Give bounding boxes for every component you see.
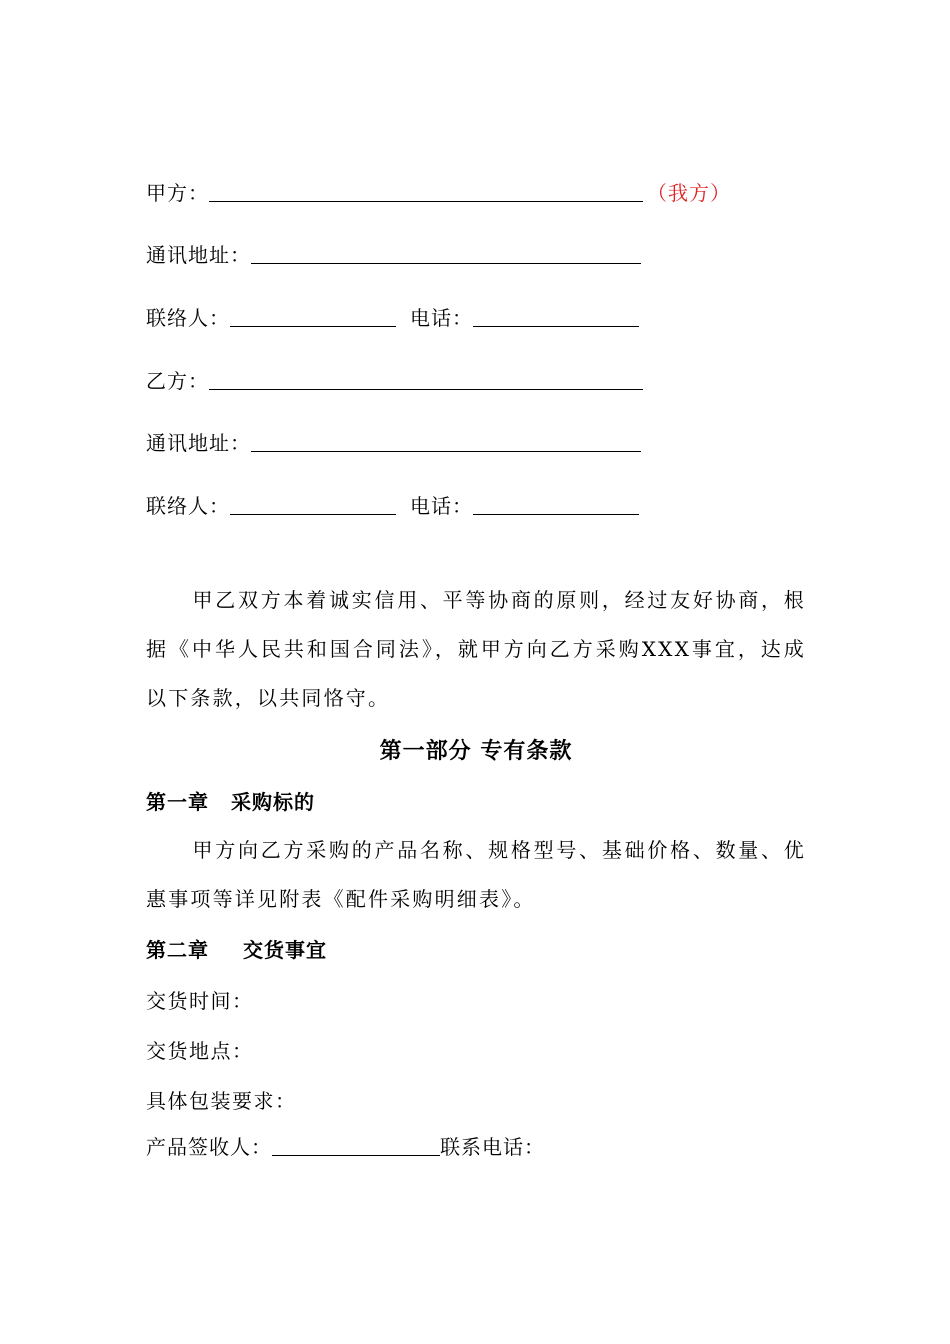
party-a-note: （我方） <box>647 181 731 205</box>
party-b-address-label: 通讯地址： <box>146 431 251 455</box>
party-a-label: 甲方： <box>146 181 209 205</box>
party-b-name-field[interactable] <box>209 369 643 390</box>
party-b-phone-label: 电话： <box>410 494 473 518</box>
chapter-2-heading <box>146 934 327 963</box>
party-b-contact-field[interactable] <box>230 494 396 515</box>
party-b-phone-field[interactable] <box>473 494 639 515</box>
receiver-phone-label: 联系电话： <box>440 1135 545 1159</box>
delivery-time-label: 交货时间： <box>146 989 254 1013</box>
party-a-contact-field[interactable] <box>230 306 396 327</box>
party-a-phone-field[interactable] <box>473 306 639 327</box>
party-b-label: 乙方： <box>146 369 209 393</box>
chapter-1-heading <box>146 786 315 815</box>
chapter-1-number: 第一章 <box>146 790 209 814</box>
party-b-address-row <box>146 426 641 456</box>
party-a-contact-row <box>146 301 639 331</box>
packaging-label: 具体包装要求： <box>146 1089 297 1113</box>
preamble-text: 甲乙双方本着诚实信用、平等协商的原则，经过友好协商，根据《中华人民共和国合同法》，就甲方向乙方采购XXX事宜，达成以下条款，以共同恪守。 <box>146 588 806 710</box>
party-a-address-field[interactable] <box>251 243 641 264</box>
chapter-2-number: 第二章 <box>146 938 209 962</box>
party-a-name-field[interactable] <box>209 181 643 202</box>
party-b-address-field[interactable] <box>251 431 641 452</box>
party-a-address-label: 通讯地址： <box>146 243 251 267</box>
chapter-1-paragraph <box>146 826 806 924</box>
party-a-contact-label: 联络人： <box>146 306 230 330</box>
chapter-1-body: 甲方向乙方采购的产品名称、规格型号、基础价格、数量、优惠事项等详见附表《配件采购明细表》。 <box>146 838 806 911</box>
party-a-phone-label: 电话： <box>410 306 473 330</box>
party-a-address-row <box>146 238 641 268</box>
preamble-paragraph <box>146 576 806 723</box>
receiver-field[interactable] <box>272 1135 440 1156</box>
delivery-place-label: 交货地点： <box>146 1039 254 1063</box>
receiver-row <box>146 1130 545 1160</box>
party-b-contact-row <box>146 489 639 519</box>
party-b-contact-label: 联络人： <box>146 494 230 518</box>
receiver-label: 产品签收人： <box>146 1135 272 1159</box>
part-title: 第一部分 专有条款 <box>379 739 573 764</box>
party-a-row <box>146 176 731 206</box>
party-b-row <box>146 364 643 394</box>
chapter-2-title: 交货事宜 <box>243 938 327 962</box>
chapter-1-title: 采购标的 <box>231 790 315 814</box>
